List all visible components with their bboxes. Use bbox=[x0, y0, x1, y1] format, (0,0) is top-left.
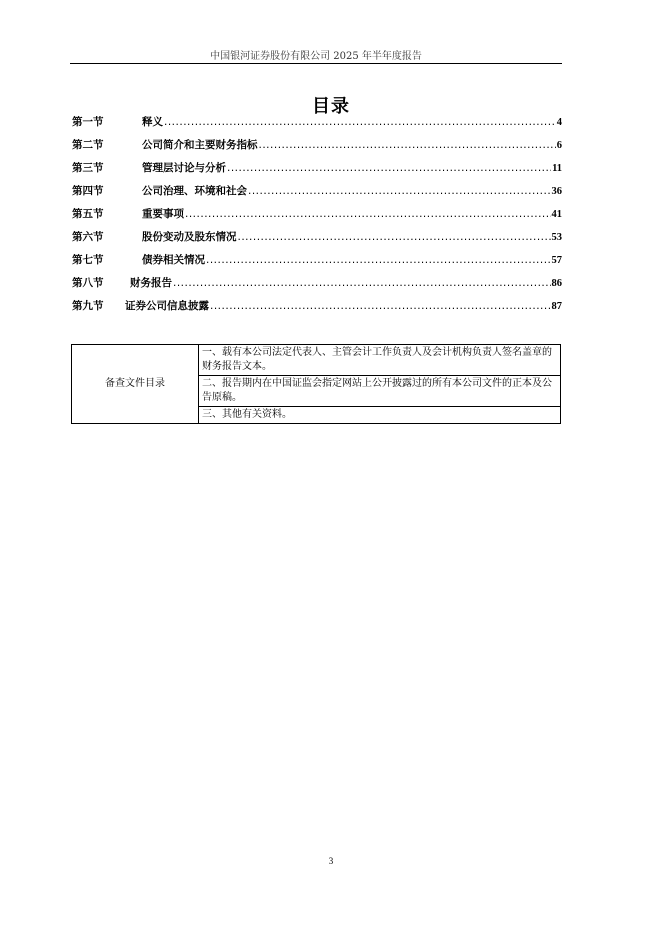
toc-entry-2[interactable] bbox=[72, 137, 562, 153]
reference-doc-item: 一、载有本公司法定代表人、主管会计工作负责人及会计机构负责人签名盖章的财务报告文本。 bbox=[199, 345, 561, 376]
table-row bbox=[72, 345, 561, 376]
toc-page-number: 53 bbox=[551, 232, 562, 243]
toc-section-title: 释义 bbox=[142, 116, 163, 128]
toc-section-title: 管理层讨论与分析 bbox=[142, 162, 226, 174]
toc-page-number: 86 bbox=[551, 278, 562, 289]
toc-leader-dots bbox=[259, 139, 556, 151]
toc-section-number: 第一节 bbox=[72, 116, 104, 128]
toc-leader-dots bbox=[248, 185, 551, 197]
toc-entry-8[interactable] bbox=[72, 275, 562, 291]
toc-page-number: 41 bbox=[551, 209, 562, 220]
toc-page-number: 57 bbox=[551, 255, 562, 266]
toc-entry-6[interactable] bbox=[72, 229, 562, 245]
toc-entry-5[interactable] bbox=[72, 206, 562, 222]
toc-title: 目录 bbox=[312, 96, 350, 117]
toc-section-title: 股份变动及股东情况 bbox=[142, 231, 237, 243]
toc-page-number: 4 bbox=[556, 117, 562, 128]
toc-section-number: 第九节 bbox=[72, 300, 104, 312]
reference-documents-table bbox=[71, 344, 561, 424]
toc-entry-7[interactable] bbox=[72, 252, 562, 268]
toc-page-number: 6 bbox=[556, 140, 562, 151]
toc-section-number: 第二节 bbox=[72, 139, 104, 151]
toc-leader-dots bbox=[206, 254, 551, 266]
toc-page-number: 11 bbox=[552, 163, 562, 174]
toc-section-number: 第八节 bbox=[72, 277, 104, 289]
toc-section-title: 证券公司信息披露 bbox=[125, 300, 209, 312]
toc-section-number: 第四节 bbox=[72, 185, 104, 197]
reference-doc-item: 二、报告期内在中国证监会指定网站上公开披露过的所有本公司文件的正本及公告原稿。 bbox=[199, 376, 561, 407]
toc-section-number: 第六节 bbox=[72, 231, 104, 243]
toc-leader-dots bbox=[185, 208, 551, 220]
toc-leader-dots bbox=[227, 162, 551, 174]
toc-entry-3[interactable] bbox=[72, 160, 562, 176]
toc-section-title: 公司治理、环境和社会 bbox=[142, 185, 247, 197]
toc-section-number: 第五节 bbox=[72, 208, 104, 220]
header-rule bbox=[70, 63, 562, 64]
page-header: 中国银河证券股份有限公司 2025 年半年度报告 bbox=[210, 51, 422, 62]
toc-entry-4[interactable] bbox=[72, 183, 562, 199]
reference-docs-heading: 备查文件目录 bbox=[72, 345, 199, 424]
page-number: 3 bbox=[328, 856, 334, 866]
toc-section-title: 债券相关情况 bbox=[142, 254, 205, 266]
toc-section-number: 第七节 bbox=[72, 254, 104, 266]
toc-page-number: 87 bbox=[551, 301, 562, 312]
toc-leader-dots bbox=[173, 277, 551, 289]
toc-leader-dots bbox=[164, 116, 556, 128]
toc-entry-1[interactable] bbox=[72, 114, 562, 130]
toc-section-number: 第三节 bbox=[72, 162, 104, 174]
toc-section-title: 财务报告 bbox=[130, 277, 172, 289]
toc-leader-dots bbox=[210, 300, 551, 312]
toc-entry-9[interactable] bbox=[72, 298, 562, 314]
toc-page-number: 36 bbox=[551, 186, 562, 197]
toc-section-title: 公司简介和主要财务指标 bbox=[142, 139, 258, 151]
toc-leader-dots bbox=[238, 231, 551, 243]
reference-doc-item: 三、其他有关资料。 bbox=[199, 407, 561, 424]
toc-section-title: 重要事项 bbox=[142, 208, 184, 220]
